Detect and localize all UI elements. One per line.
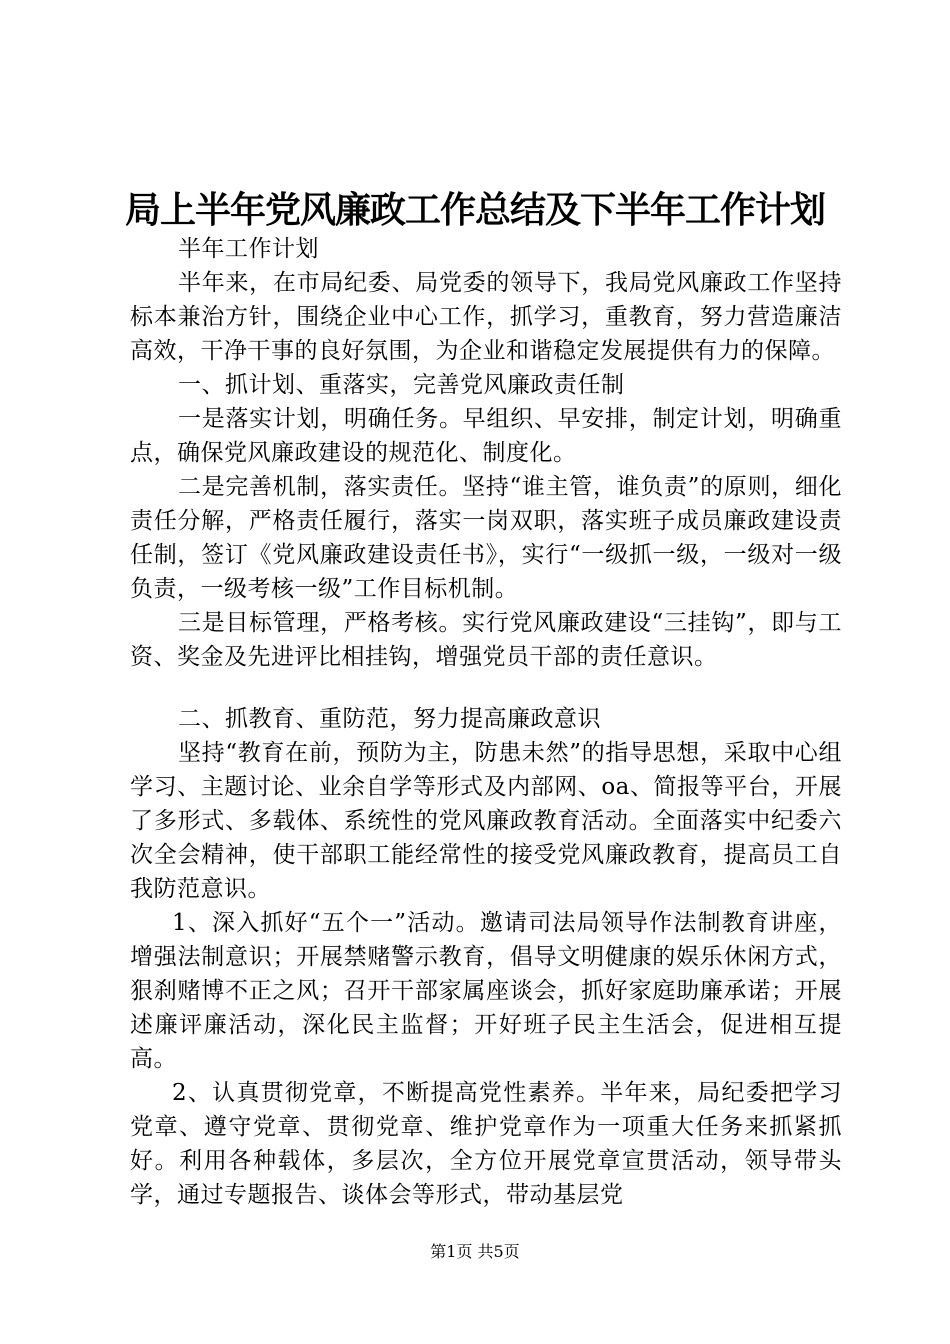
paragraph-item-2: 二是完善机制，落实责任。坚持“谁主管，谁负责”的原则，细化责任分解，严格责任履行，落实一岗双职，落实班子成员廉政建设责任制，签订《党风廉政建设责任书》，实行“一级抓一级，一级对一级负责，一级考核一级”工作目标机制。: [130, 474, 842, 602]
paragraph-education: 坚持“教育在前，预防为主，防患未然”的指导思想，采取中心组学习、主题讨论、业余自学等形式及内部网、oa、简报等平台，开展了多形式、多载体、系统性的党风廉政教育活动。全面落实中纪委六次全会精神，使干部职工能经常性的接受党风廉政教育，提高员工自我防范意识。: [130, 740, 842, 902]
paragraph-gap: [130, 674, 842, 702]
paragraph-intro: 半年来，在市局纪委、局党委的领导下，我局党风廉政工作坚持标本兼治方针，围绕企业中心工作，抓学习，重教育，努力营造廉洁高效，干净干事的良好氛围，为企业和谐稳定发展提供有力的保障。: [130, 270, 842, 364]
paragraph-item-3: 三是目标管理，严格考核。实行党风廉政建设“三挂钩”，即与工资、奖金及先进评比相挂钩，增强党员干部的责任意识。: [130, 610, 842, 670]
section-heading-1: 一、抓计划、重落实，完善党风廉政责任制: [178, 372, 625, 398]
paragraph-numbered-1: 1、深入抓好“五个一”活动。邀请司法局领导作法制教育讲座，增强法制意识；开展禁赌警示教育，倡导文明健康的娱乐休闲方式，狠刹赌博不正之风；召开干部家属座谈会，抓好家庭助廉承诺；开展述廉评廉活动，深化民主监督；开好班子民主生活会，促进相互提高。: [130, 910, 842, 1072]
document-title: 局上半年党风廉政工作总结及下半年工作计划: [124, 190, 825, 231]
section-heading-2: 二、抓教育、重防范，努力提高廉政意识: [178, 706, 601, 732]
document-body: [130, 232, 842, 1212]
paragraph-subtitle: 半年工作计划: [178, 236, 319, 262]
page-footer: 第1页 共5页: [430, 1242, 520, 1261]
paragraph-numbered-2: 2、认真贯彻党章，不断提高党性素养。半年来，局纪委把学习党章、遵守党章、贯彻党章、维护党章作为一项重大任务来抓紧抓好。利用各种载体，多层次，全方位开展党章宣贯活动，领导带头学，通过专题报告、谈体会等形式，带动基层党: [130, 1080, 842, 1208]
paragraph-item-1: 一是落实计划，明确任务。早组织、早安排，制定计划，明确重点，确保党风廉政建设的规范化、制度化。: [130, 406, 842, 466]
